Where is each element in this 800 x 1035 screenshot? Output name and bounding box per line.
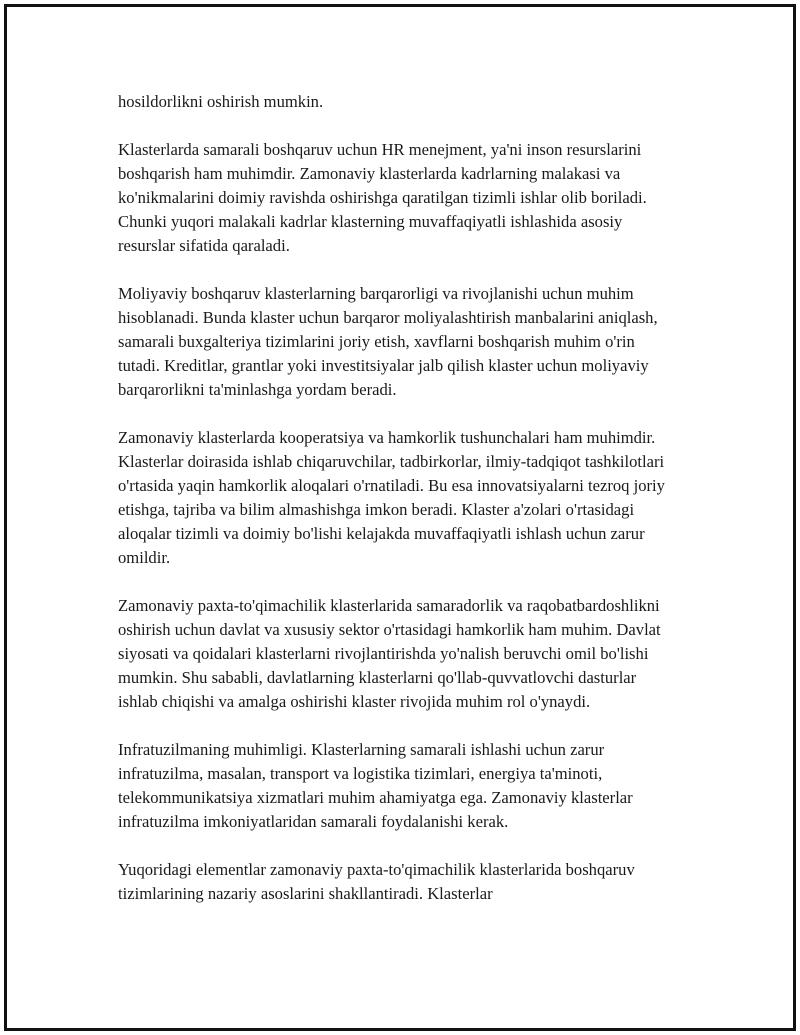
paragraph: Zamonaviy klasterlarda kooperatsiya va hamkorlik tushunchalari ham muhimdir. Klasterlar doirasida ishlab chiqaruvchilar, tadbirkorlar, ilmiy-tadqiqot tashkilotlari o'rtasida yaqin hamkorlik aloqalari o'rnatiladi. Bu esa innovatsiyalarni tezroq joriy etishga, tajriba va bilim almashishga imkon beradi. Klaster a'zolari o'rtasidagi aloqalar tizimli va doimiy bo'lishi kelajakda muvaffaqiyatli ishlash uchun zarur omildir.	[118, 428, 665, 567]
paragraph: hosildorlikni oshirish mumkin.	[118, 92, 324, 111]
paragraph: Zamonaviy paxta-to'qimachilik klasterlarida samaradorlik va raqobatbardoshlikni oshirish uchun davlat va xususiy sektor o'rtasidagi hamkorlik ham muhim. Davlat siyosati va qoidalari klasterlarni rivojlantirishda yo'nalish beruvchi omil bo'lishi mumkin. Shu sababli, davlatlarning klasterlarni qo'llab-quvvatlovchi dasturlar ishlab chiqishi va amalga oshirishi klaster rivojida muhim rol o'ynaydi.	[118, 596, 661, 711]
document-body	[118, 90, 678, 906]
paragraph: Yuqoridagi elementlar zamonaviy paxta-to'qimachilik klasterlarida boshqaruv tizimlarining nazariy asoslarini shakllantiradi. Klasterlar	[118, 860, 635, 903]
paragraph: Klasterlarda samarali boshqaruv uchun HR menejment, ya'ni inson resurslarini boshqarish ham muhimdir. Zamonaviy klasterlarda kadrlarning malakasi va ko'nikmalarini doimiy ravishda oshirishga qaratilgan tizimli ishlar olib boriladi. Chunki yuqori malakali kadrlar klasterning muvaffaqiyatli ishlashida asosiy resurslar sifatida qaraladi.	[118, 140, 647, 255]
paragraph: Infratuzilmaning muhimligi. Klasterlarning samarali ishlashi uchun zarur infratuzilma, masalan, transport va logistika tizimlari, energiya ta'minoti, telekommunikatsiya xizmatlari muhim ahamiyatga ega. Zamonaviy klasterlar infratuzilma imkoniyatlaridan samarali foydalanishi kerak.	[118, 740, 633, 831]
paragraph: Moliyaviy boshqaruv klasterlarning barqarorligi va rivojlanishi uchun muhim hisoblanadi. Bunda klaster uchun barqaror moliyalashtirish manbalarini aniqlash, samarali buxgalteriya tizimlarini joriy etish, xavflarni boshqarish muhim o'rin tutadi. Kreditlar, grantlar yoki investitsiyalar jalb qilish klaster uchun moliyaviy barqarorlikni ta'minlashga yordam beradi.	[118, 284, 658, 399]
